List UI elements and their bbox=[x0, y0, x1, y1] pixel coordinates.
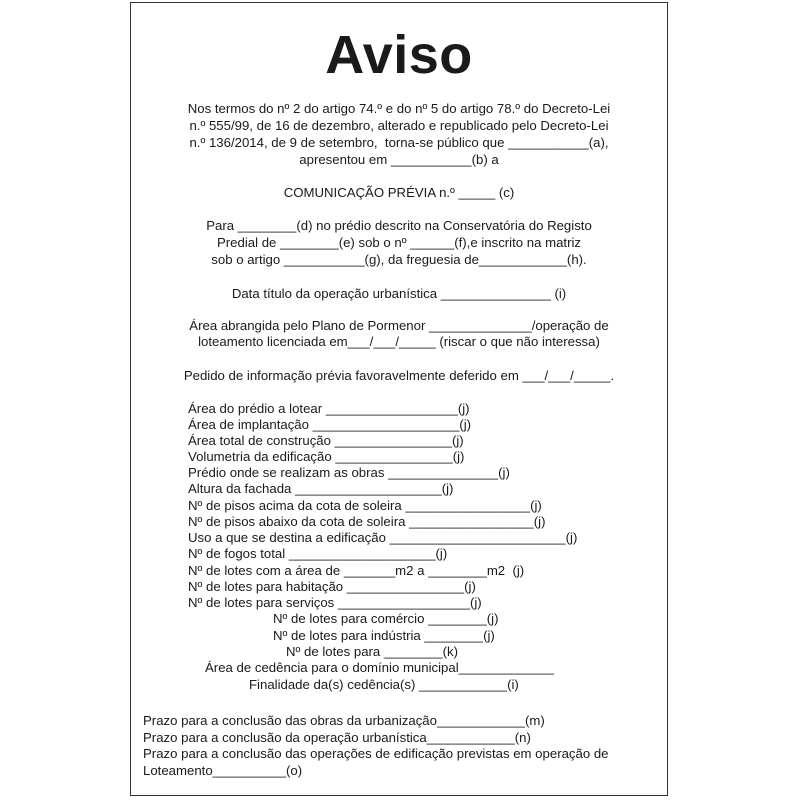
pedido-line: Pedido de informação prévia favoravelmente deferido em ___/___/_____. bbox=[183, 368, 615, 383]
field-line-indented: Nº de lotes para ________(k) bbox=[286, 644, 458, 659]
field-line-indented: Nº de lotes para comércio ________(j) bbox=[273, 611, 499, 626]
field-line: Área do prédio a lotear __________________(j) bbox=[188, 401, 470, 416]
notice-title: Aviso bbox=[325, 25, 473, 85]
notice-sheet bbox=[130, 2, 668, 796]
intro-line: Nos termos do nº 2 do artigo 74.º e do nº 5 do artigo 78.º do Decreto-Lei bbox=[187, 101, 611, 116]
area-abrangida-line: Área abrangida pelo Plano de Pormenor ______________/operação de bbox=[189, 318, 609, 333]
data-titulo-line: Data título da operação urbanística _______________ (i) bbox=[231, 286, 567, 301]
field-line: Nº de pisos abaixo da cota de soleira _________________(j) bbox=[188, 514, 546, 529]
prazo-line: Prazo para a conclusão das operações de edificação previstas em operação de bbox=[143, 746, 609, 761]
prazo-line: Prazo para a conclusão das obras da urbanização____________(m) bbox=[143, 713, 545, 728]
intro-line: n.º 136/2014, de 9 de setembro, torna-se público que ___________(a), bbox=[189, 135, 609, 150]
cedencia-line: Finalidade da(s) cedência(s) ____________(i) bbox=[249, 677, 519, 692]
area-abrangida-line: loteamento licenciada em___/___/_____ (riscar o que não interessa) bbox=[198, 334, 600, 349]
field-line: Nº de pisos acima da cota de soleira _________________(j) bbox=[188, 498, 542, 513]
para-line: Para ________(d) no prédio descrito na Conservatória do Registo bbox=[206, 218, 592, 233]
field-line: Nº de lotes para habitação ________________(j) bbox=[188, 579, 476, 594]
intro-line: n.º 555/99, de 16 de dezembro, alterado e republicado pelo Decreto-Lei bbox=[189, 118, 609, 133]
prazo-line: Loteamento__________(o) bbox=[143, 763, 303, 778]
field-line: Volumetria da edificação ________________(j) bbox=[188, 449, 465, 464]
field-line: Nº de lotes com a área de _______m2 a ________m2 (j) bbox=[188, 563, 525, 578]
field-line: Área de implantação ____________________(j) bbox=[188, 417, 472, 432]
cedencia-line: Área de cedência para o domínio municipal_____________ bbox=[205, 660, 554, 675]
field-line: Altura da fachada ____________________(j) bbox=[188, 481, 454, 496]
para-line: sob o artigo ___________(g), da freguesia de____________(h). bbox=[211, 252, 587, 267]
para-line: Predial de ________(e) sob o nº ______(f),e inscrito na matriz bbox=[216, 235, 582, 250]
field-line: Prédio onde se realizam as obras _______________(j) bbox=[188, 465, 510, 480]
intro-line: apresentou em ___________(b) a bbox=[299, 152, 499, 167]
field-line: Nº de fogos total ____________________(j) bbox=[188, 546, 448, 561]
field-line: Área total de construção ________________(j) bbox=[188, 433, 464, 448]
field-line: Uso a que se destina a edificação ________________________(j) bbox=[188, 530, 578, 545]
prazo-line: Prazo para a conclusão da operação urbanística____________(n) bbox=[143, 730, 531, 745]
field-line: Nº de lotes para serviços __________________(j) bbox=[188, 595, 482, 610]
comunicacao-previa-line: COMUNICAÇÃO PRÉVIA n.º _____ (c) bbox=[283, 185, 515, 200]
field-line-indented: Nº de lotes para indústria ________(j) bbox=[273, 628, 495, 643]
